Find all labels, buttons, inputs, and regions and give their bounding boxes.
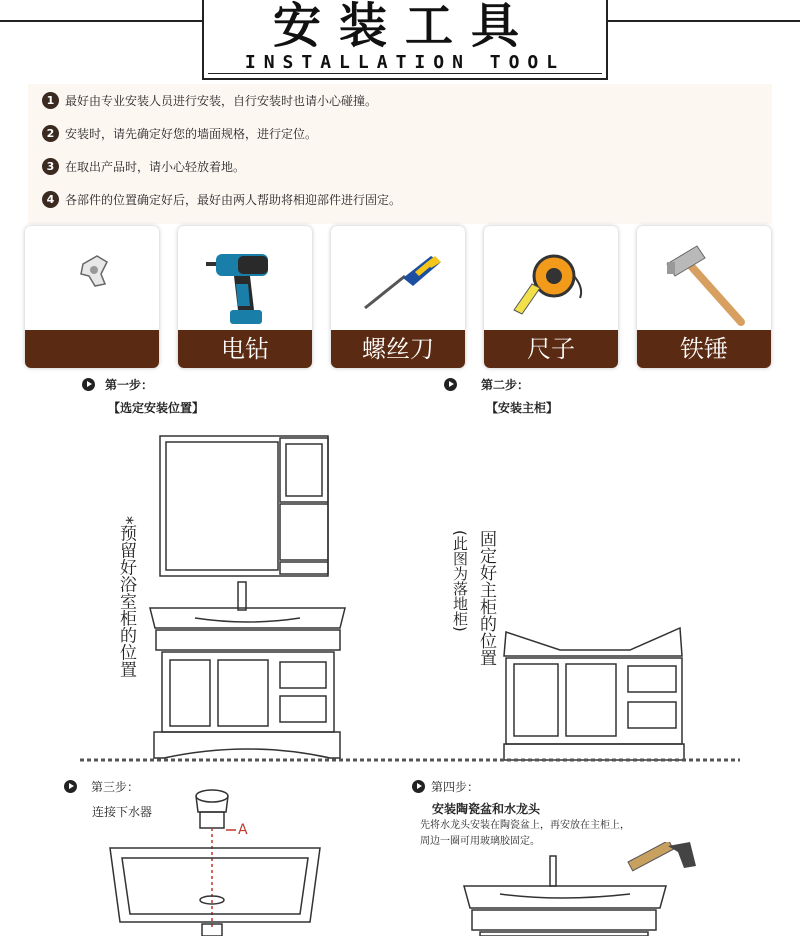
step-2-cabinet-drawing	[500, 622, 690, 762]
header-rule-right	[608, 20, 800, 22]
tip-text: 在取出产品时，请小心轻放着地。	[65, 159, 246, 174]
step-1-subtitle: 【选定安装位置】	[108, 401, 205, 415]
step-2-note: 固定好主柜的位置	[476, 530, 496, 666]
caulking-gun-icon	[628, 842, 696, 871]
tape-measure-icon	[484, 226, 618, 330]
step-title: 第四步：	[431, 780, 480, 794]
tip-text: 各部件的位置确定好后，最好由两人帮助将相迎部件进行固定。	[65, 192, 402, 207]
play-bullet-icon	[82, 378, 95, 391]
tip-text: 安装时，请先确定好您的墙面规格，进行定位。	[65, 126, 318, 141]
tip-number: 3	[42, 158, 59, 175]
tip-text: 最好由专业安装人员进行安装，自行安装时也请小心碰撞。	[65, 93, 378, 108]
step-title: 第一步：	[105, 378, 154, 392]
tool-card-drill	[178, 226, 312, 368]
tip-4	[42, 191, 401, 208]
header-rule-left	[0, 20, 202, 22]
step-3-subtitle: 连接下水器	[92, 805, 153, 819]
tip-number: 4	[42, 191, 59, 208]
tip-2	[42, 125, 317, 142]
step-4-subtitle: 安装陶瓷盆和水龙头	[432, 802, 541, 816]
step-4-desc-2: 周边一圈可用玻璃胶固定。	[420, 836, 540, 847]
tool-card-wrench	[25, 226, 159, 368]
step-1-cabinet-drawing	[140, 430, 355, 760]
tool-label: 螺丝刀	[331, 330, 465, 368]
step-2-subtitle: 【安装主柜】	[486, 401, 559, 415]
tool-label: 铁锤	[637, 330, 771, 368]
hammer-icon	[637, 226, 771, 330]
step-4-vanity-drawing	[460, 842, 700, 936]
drill-icon	[178, 226, 312, 330]
play-bullet-icon	[444, 378, 457, 391]
tool-card-hammer	[637, 226, 771, 368]
wrench-icon	[25, 226, 159, 330]
page-title: 安装工具	[272, 0, 537, 54]
header-box	[202, 0, 608, 80]
step-1-note: *预留好浴室柜的位置	[116, 516, 136, 678]
drain-marker-label: A	[238, 822, 248, 838]
tool-card-screwdriver	[331, 226, 465, 368]
tool-label	[25, 330, 159, 368]
play-bullet-icon	[64, 780, 77, 793]
tip-number: 1	[42, 92, 59, 109]
step-4-heading	[412, 778, 479, 795]
step-4-desc-1: 先将水龙头安装在陶瓷盆上，再安放在主柜上，	[420, 820, 630, 831]
step-2-heading	[444, 376, 529, 393]
tip-number: 2	[42, 125, 59, 142]
step-2-note-2: (此图为落地柜)	[451, 530, 469, 632]
step-title: 第三步：	[91, 780, 140, 794]
tool-label: 尺子	[484, 330, 618, 368]
tips-panel	[28, 84, 772, 224]
page-subtitle: INSTALLATION TOOL	[244, 52, 566, 73]
step-1-heading	[82, 376, 153, 393]
tool-card-tape-measure	[484, 226, 618, 368]
play-bullet-icon	[412, 780, 425, 793]
tip-3	[42, 158, 245, 175]
tip-1	[42, 92, 377, 109]
floor-line	[80, 754, 740, 766]
step-3-basin-drawing	[100, 782, 330, 936]
tool-label: 电钻	[178, 330, 312, 368]
step-title: 第二步：	[481, 378, 530, 392]
screwdriver-icon	[331, 226, 465, 330]
